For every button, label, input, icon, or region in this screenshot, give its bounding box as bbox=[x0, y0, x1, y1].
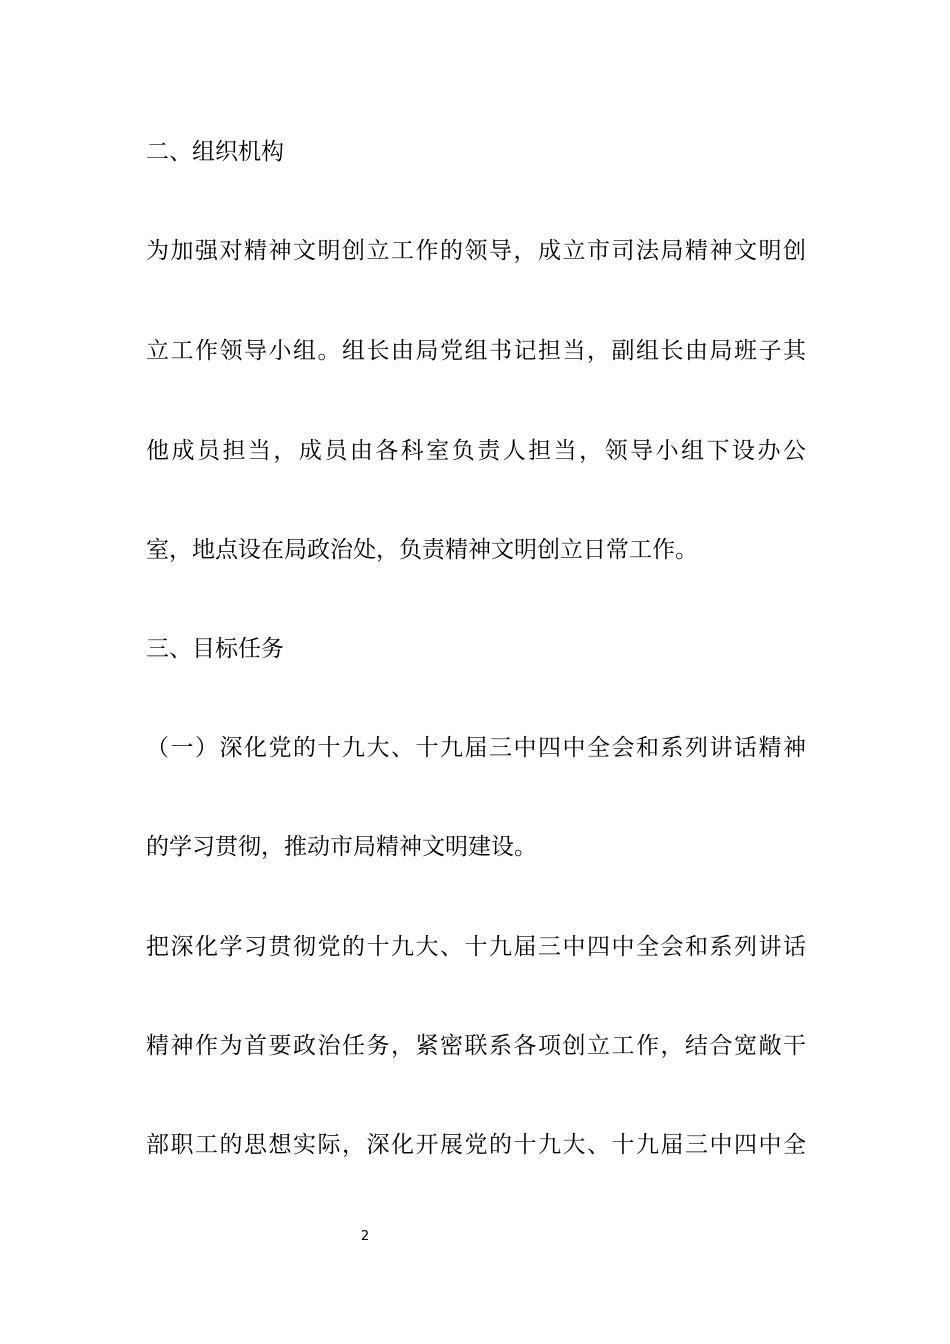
paragraph-line: 他成员担当，成员由各科室负责人担当，领导小组下设办公 bbox=[146, 438, 806, 464]
paragraph-line: 为加强对精神文明创立工作的领导，成立市司法局精神文明创 bbox=[146, 238, 806, 264]
page-number: 2 bbox=[360, 1229, 370, 1244]
paragraph-line: 室，地点设在局政治处，负责精神文明创立日常工作。 bbox=[146, 537, 698, 563]
paragraph-line: 部职工的思想实际，深化开展党的十九大、十九届三中四中全 bbox=[146, 1132, 806, 1158]
section-heading-organization: 二、组织机构 bbox=[146, 139, 284, 165]
subsection-heading-line: 的学习贯彻，推动市局精神文明建设。 bbox=[146, 834, 537, 860]
section-heading-goals: 三、目标任务 bbox=[146, 636, 284, 662]
paragraph-line: 精神作为首要政治任务，紧密联系各项创立工作，结合宽敞干 bbox=[146, 1033, 806, 1059]
subsection-heading-line: （一）深化党的十九大、十九届三中四中全会和系列讲话精神 bbox=[146, 735, 806, 761]
paragraph-line: 立工作领导小组。组长由局党组书记担当，副组长由局班子其 bbox=[146, 338, 806, 364]
paragraph-line: 把深化学习贯彻党的十九大、十九届三中四中全会和系列讲话 bbox=[146, 934, 806, 960]
